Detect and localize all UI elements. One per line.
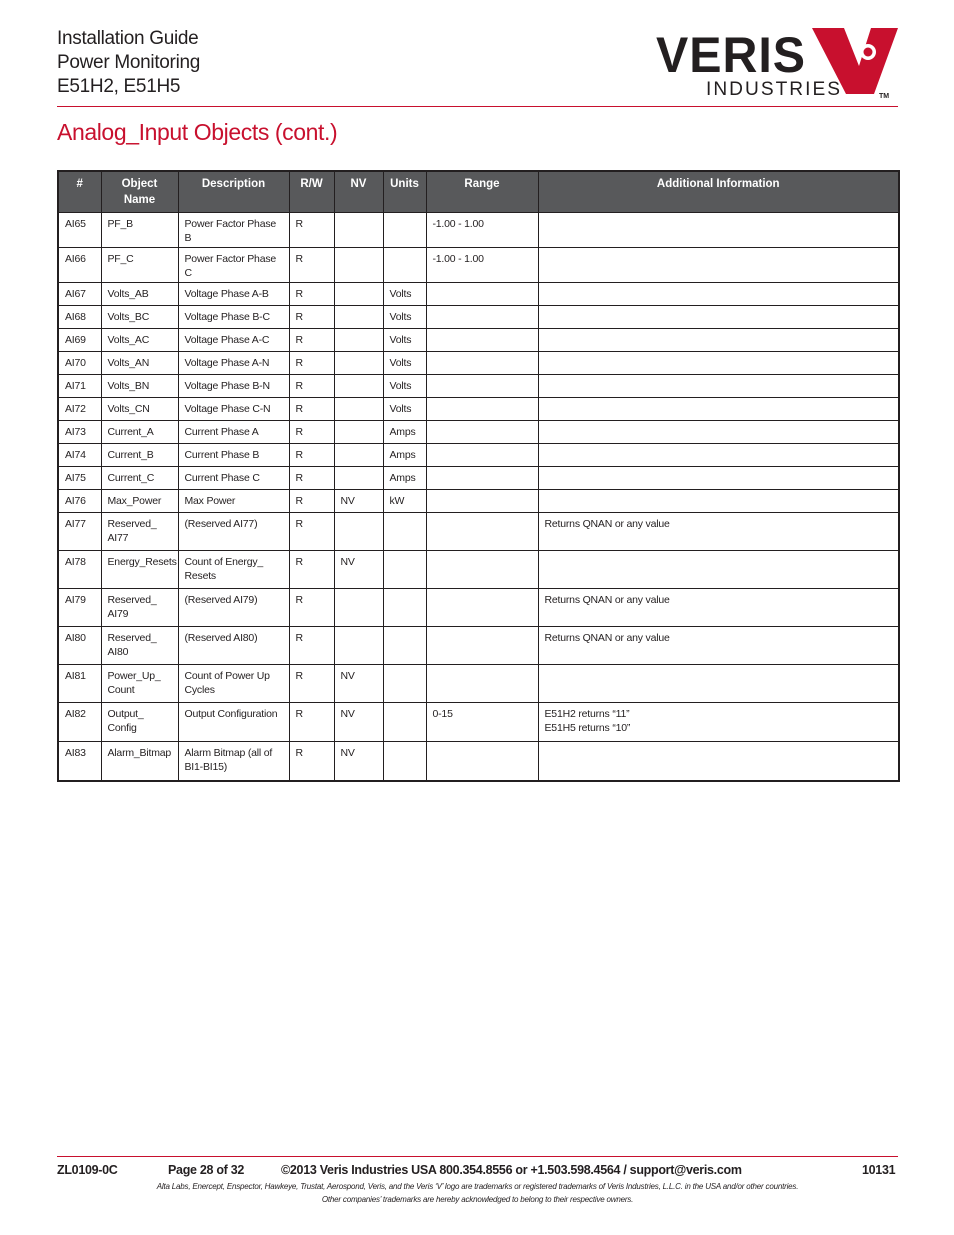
cell-range [426, 352, 538, 375]
cell-number: AI70 [58, 352, 101, 375]
cell-range: -1.00 - 1.00 [426, 213, 538, 248]
cell-rw: R [289, 398, 334, 421]
cell-object-name: PF_B [101, 213, 178, 248]
cell-rw: R [289, 421, 334, 444]
cell-rw: R [289, 283, 334, 306]
cell-nv: NV [334, 490, 383, 513]
cell-range [426, 513, 538, 551]
col-header-nv: NV [334, 171, 383, 213]
cell-number: AI68 [58, 306, 101, 329]
cell-units: Amps [383, 444, 426, 467]
logo-subtitle: INDUSTRIES [706, 79, 842, 100]
cell-nv [334, 283, 383, 306]
cell-additional-info [538, 283, 899, 306]
cell-description: (Reserved AI77) [178, 513, 289, 551]
cell-number: AI77 [58, 513, 101, 551]
cell-object-name: Reserved_ AI77 [101, 513, 178, 551]
cell-nv [334, 398, 383, 421]
cell-rw: R [289, 329, 334, 352]
logo-trademark: TM [879, 93, 890, 100]
cell-object-name: Current_C [101, 467, 178, 490]
cell-range [426, 283, 538, 306]
cell-object-name: Volts_BN [101, 375, 178, 398]
cell-additional-info [538, 306, 899, 329]
cell-description: Voltage Phase B-N [178, 375, 289, 398]
cell-additional-info [538, 213, 899, 248]
cell-range [426, 742, 538, 782]
cell-range [426, 589, 538, 627]
section-title: Analog_Input Objects (cont.) [57, 119, 338, 145]
cell-additional-info [538, 248, 899, 283]
cell-description: Current Phase C [178, 467, 289, 490]
cell-object-name: Max_Power [101, 490, 178, 513]
cell-rw: R [289, 490, 334, 513]
cell-number: AI72 [58, 398, 101, 421]
cell-number: AI76 [58, 490, 101, 513]
cell-rw: R [289, 551, 334, 589]
cell-description: Alarm Bitmap (all of BI1-BI15) [178, 742, 289, 782]
cell-rw: R [289, 627, 334, 665]
table-row [58, 665, 899, 703]
cell-rw: R [289, 375, 334, 398]
cell-rw: R [289, 306, 334, 329]
cell-range: 0-15 [426, 703, 538, 742]
footer-code: 10131 [862, 1163, 896, 1177]
cell-number: AI74 [58, 444, 101, 467]
cell-number: AI82 [58, 703, 101, 742]
cell-nv [334, 589, 383, 627]
cell-nv [334, 467, 383, 490]
cell-rw: R [289, 703, 334, 742]
cell-nv [334, 248, 383, 283]
cell-range [426, 329, 538, 352]
cell-units: Amps [383, 467, 426, 490]
cell-range [426, 375, 538, 398]
table-row [58, 213, 899, 248]
cell-range [426, 551, 538, 589]
cell-range [426, 490, 538, 513]
cell-range [426, 421, 538, 444]
cell-object-name: Volts_AC [101, 329, 178, 352]
table-row [58, 551, 899, 589]
cell-units [383, 551, 426, 589]
cell-rw: R [289, 248, 334, 283]
cell-rw: R [289, 665, 334, 703]
cell-object-name: Reserved_ AI79 [101, 589, 178, 627]
cell-rw: R [289, 213, 334, 248]
table-row [58, 467, 899, 490]
cell-description: Voltage Phase A-N [178, 352, 289, 375]
cell-units [383, 589, 426, 627]
table-row [58, 513, 899, 551]
cell-description: Power Factor Phase B [178, 213, 289, 248]
cell-number: AI71 [58, 375, 101, 398]
cell-nv: NV [334, 665, 383, 703]
cell-object-name: Current_A [101, 421, 178, 444]
cell-object-name: Power_Up_ Count [101, 665, 178, 703]
logo-wordmark: VERIS [656, 27, 806, 83]
table-row [58, 398, 899, 421]
footer-trademark-line-1: Alta Labs, Enercept, Enspector, Hawkeye, Trustat, Aerospond, Veris, and the Veris ‘V’ logo are trademarks or registered trademarks of Veris Industries, L.L.C. in the USA and/or other countries. [156, 1182, 799, 1191]
cell-range [426, 444, 538, 467]
table-row [58, 283, 899, 306]
cell-description: Current Phase A [178, 421, 289, 444]
product-category: Power Monitoring [57, 52, 201, 73]
table-row [58, 306, 899, 329]
cell-nv [334, 421, 383, 444]
cell-number: AI75 [58, 467, 101, 490]
table-row [58, 703, 899, 742]
cell-nv [334, 375, 383, 398]
cell-object-name: Current_B [101, 444, 178, 467]
cell-number: AI67 [58, 283, 101, 306]
cell-additional-info [538, 375, 899, 398]
cell-rw: R [289, 467, 334, 490]
cell-range [426, 398, 538, 421]
cell-units: Amps [383, 421, 426, 444]
cell-nv: NV [334, 703, 383, 742]
cell-range [426, 467, 538, 490]
cell-description: Power Factor Phase C [178, 248, 289, 283]
cell-number: AI66 [58, 248, 101, 283]
col-header-description: Description [178, 171, 289, 213]
cell-object-name: Energy_Resets [101, 551, 178, 589]
cell-object-name: Reserved_ AI80 [101, 627, 178, 665]
cell-rw: R [289, 742, 334, 782]
cell-additional-info [538, 467, 899, 490]
col-header-additional-info: Additional Information [538, 171, 899, 213]
guide-type: Installation Guide [57, 28, 199, 49]
cell-units: Volts [383, 283, 426, 306]
cell-description: Count of Power Up Cycles [178, 665, 289, 703]
cell-nv [334, 627, 383, 665]
table-row [58, 444, 899, 467]
col-header-units: Units [383, 171, 426, 213]
cell-units: Volts [383, 398, 426, 421]
cell-additional-info [538, 329, 899, 352]
cell-additional-info [538, 398, 899, 421]
model-numbers: E51H2, E51H5 [57, 76, 181, 97]
cell-additional-info: Returns QNAN or any value [538, 627, 899, 665]
cell-additional-info [538, 490, 899, 513]
cell-object-name: Volts_BC [101, 306, 178, 329]
footer-rule [57, 1156, 898, 1157]
cell-rw: R [289, 513, 334, 551]
col-header-rw: R/W [289, 171, 334, 213]
cell-number: AI81 [58, 665, 101, 703]
cell-description: Voltage Phase A-C [178, 329, 289, 352]
cell-units [383, 248, 426, 283]
cell-units: Volts [383, 352, 426, 375]
cell-range: -1.00 - 1.00 [426, 248, 538, 283]
cell-nv: NV [334, 742, 383, 782]
cell-number: AI83 [58, 742, 101, 782]
cell-description: (Reserved AI80) [178, 627, 289, 665]
cell-description: Voltage Phase B-C [178, 306, 289, 329]
table-row [58, 589, 899, 627]
cell-object-name: Output_ Config [101, 703, 178, 742]
footer-page-number: Page 28 of 32 [168, 1163, 245, 1177]
table-row [58, 375, 899, 398]
table-row [58, 627, 899, 665]
cell-number: AI80 [58, 627, 101, 665]
cell-nv [334, 329, 383, 352]
cell-rw: R [289, 589, 334, 627]
cell-additional-info [538, 665, 899, 703]
footer-copyright: ©2013 Veris Industries USA 800.354.8556 or +1.503.598.4564 / support@veris.com [281, 1163, 742, 1177]
cell-object-name: Volts_AN [101, 352, 178, 375]
cell-nv: NV [334, 551, 383, 589]
table-row [58, 421, 899, 444]
cell-additional-info [538, 421, 899, 444]
cell-units [383, 665, 426, 703]
cell-object-name: Alarm_Bitmap [101, 742, 178, 782]
cell-units [383, 213, 426, 248]
cell-nv [334, 513, 383, 551]
cell-additional-info: E51H2 returns “11” E51H5 returns “10” [538, 703, 899, 742]
cell-description: Max Power [178, 490, 289, 513]
cell-object-name: Volts_CN [101, 398, 178, 421]
cell-units: Volts [383, 306, 426, 329]
cell-nv [334, 352, 383, 375]
cell-units [383, 703, 426, 742]
cell-units [383, 627, 426, 665]
cell-units: Volts [383, 375, 426, 398]
analog-input-objects-table [57, 170, 900, 782]
cell-range [426, 627, 538, 665]
cell-number: AI79 [58, 589, 101, 627]
cell-range [426, 665, 538, 703]
col-header-range: Range [426, 171, 538, 213]
veris-logo [654, 26, 898, 100]
footer-doc-id: ZL0109-0C [57, 1163, 118, 1177]
cell-units: Volts [383, 329, 426, 352]
table-header-row [58, 171, 899, 213]
col-header-number: # [58, 171, 101, 213]
cell-nv [334, 444, 383, 467]
cell-description: Output Configuration [178, 703, 289, 742]
cell-number: AI73 [58, 421, 101, 444]
cell-units [383, 513, 426, 551]
cell-number: AI65 [58, 213, 101, 248]
footer-trademark-line-2: Other companies’ trademarks are hereby acknowledged to belong to their respective owners. [321, 1195, 634, 1204]
table-row [58, 490, 899, 513]
cell-additional-info [538, 352, 899, 375]
cell-rw: R [289, 352, 334, 375]
cell-additional-info [538, 742, 899, 782]
cell-description: Voltage Phase C-N [178, 398, 289, 421]
cell-range [426, 306, 538, 329]
table-row [58, 352, 899, 375]
cell-units [383, 742, 426, 782]
document-title-block [57, 27, 200, 99]
cell-additional-info [538, 444, 899, 467]
cell-description: (Reserved AI79) [178, 589, 289, 627]
cell-nv [334, 213, 383, 248]
col-header-object-name: Object Name [101, 171, 178, 213]
cell-object-name: PF_C [101, 248, 178, 283]
cell-nv [334, 306, 383, 329]
cell-number: AI78 [58, 551, 101, 589]
cell-additional-info: Returns QNAN or any value [538, 589, 899, 627]
cell-object-name: Volts_AB [101, 283, 178, 306]
cell-additional-info [538, 551, 899, 589]
table-row [58, 248, 899, 283]
table-row [58, 742, 899, 782]
cell-description: Current Phase B [178, 444, 289, 467]
cell-description: Voltage Phase A-B [178, 283, 289, 306]
cell-number: AI69 [58, 329, 101, 352]
header-rule [57, 106, 898, 107]
cell-units: kW [383, 490, 426, 513]
table-row [58, 329, 899, 352]
cell-rw: R [289, 444, 334, 467]
cell-description: Count of Energy_ Resets [178, 551, 289, 589]
cell-additional-info: Returns QNAN or any value [538, 513, 899, 551]
